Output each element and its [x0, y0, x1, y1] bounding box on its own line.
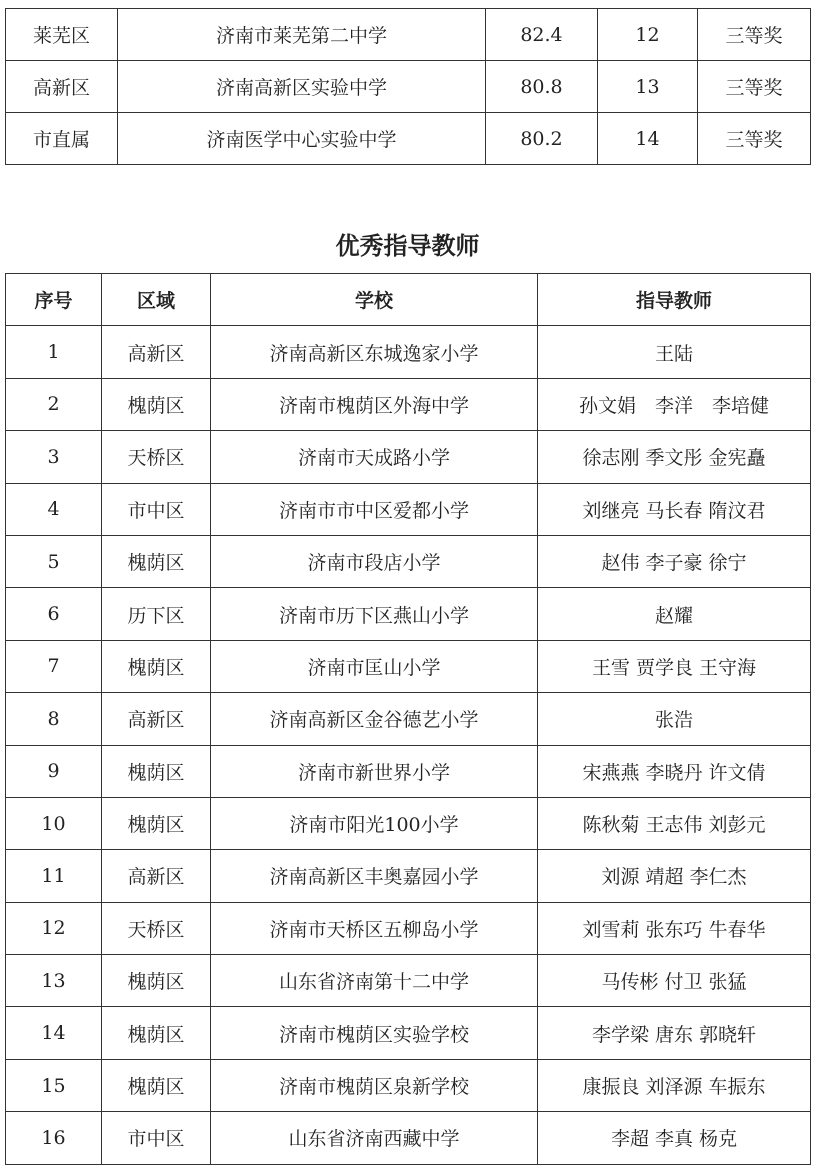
header-district: 区域	[102, 274, 211, 326]
cell-index: 11	[6, 850, 102, 902]
header-teachers: 指导教师	[538, 274, 811, 326]
cell-district: 市中区	[102, 1112, 211, 1164]
cell-teachers: 孙文娟 李洋 李培健	[538, 378, 811, 430]
cell-district: 高新区	[102, 850, 211, 902]
cell-index: 6	[6, 588, 102, 640]
cell-school: 济南市段店小学	[211, 535, 538, 587]
cell-school: 济南市槐荫区外海中学	[211, 378, 538, 430]
table-row	[6, 113, 811, 165]
table-row	[6, 588, 811, 640]
cell-rank: 14	[598, 113, 698, 165]
table-row	[6, 1112, 811, 1164]
section-title: 优秀指导教师	[335, 232, 480, 260]
cell-teachers: 刘继亮 马长春 隋汶君	[538, 483, 811, 535]
cell-rank: 12	[598, 9, 698, 61]
cell-district: 高新区	[6, 61, 118, 113]
cell-score: 80.8	[486, 61, 598, 113]
cell-district: 槐荫区	[102, 745, 211, 797]
table-row	[6, 640, 811, 692]
cell-district: 高新区	[102, 326, 211, 378]
table-row	[6, 693, 811, 745]
table-row	[6, 535, 811, 587]
cell-school: 济南医学中心实验中学	[118, 113, 486, 165]
cell-school: 济南高新区实验中学	[118, 61, 486, 113]
cell-district: 市直属	[6, 113, 118, 165]
table-row	[6, 9, 811, 61]
cell-index: 15	[6, 1059, 102, 1111]
cell-district: 槐荫区	[102, 535, 211, 587]
cell-district: 槐荫区	[102, 378, 211, 430]
table-row	[6, 1007, 811, 1059]
cell-teachers: 赵伟 李子豪 徐宁	[538, 535, 811, 587]
awards-table	[5, 8, 811, 165]
cell-school: 济南市天成路小学	[211, 431, 538, 483]
cell-index: 8	[6, 693, 102, 745]
cell-school: 济南市槐荫区泉新学校	[211, 1059, 538, 1111]
table-row	[6, 745, 811, 797]
table-header-row	[6, 274, 811, 326]
cell-teachers: 徐志刚 季文彤 金宪矗	[538, 431, 811, 483]
table-row	[6, 61, 811, 113]
cell-index: 9	[6, 745, 102, 797]
cell-school: 山东省济南西藏中学	[211, 1112, 538, 1164]
cell-teachers: 李超 李真 杨克	[538, 1112, 811, 1164]
cell-teachers: 康振良 刘泽源 车振东	[538, 1059, 811, 1111]
cell-district: 槐荫区	[102, 955, 211, 1007]
cell-rank: 13	[598, 61, 698, 113]
cell-school: 济南市天桥区五柳岛小学	[211, 902, 538, 954]
cell-district: 高新区	[102, 693, 211, 745]
cell-school: 济南市匡山小学	[211, 640, 538, 692]
table-row	[6, 431, 811, 483]
cell-teachers: 张浩	[538, 693, 811, 745]
cell-district: 莱芜区	[6, 9, 118, 61]
header-index: 序号	[6, 274, 102, 326]
cell-teachers: 李学梁 唐东 郭晓轩	[538, 1007, 811, 1059]
cell-teachers: 刘源 靖超 李仁杰	[538, 850, 811, 902]
table-row	[6, 955, 811, 1007]
cell-index: 4	[6, 483, 102, 535]
cell-award: 三等奖	[698, 61, 811, 113]
cell-school: 济南市市中区爱都小学	[211, 483, 538, 535]
header-school: 学校	[211, 274, 538, 326]
table-row	[6, 1059, 811, 1111]
table-row	[6, 483, 811, 535]
cell-school: 济南市阳光100小学	[211, 797, 538, 849]
cell-index: 5	[6, 535, 102, 587]
cell-district: 槐荫区	[102, 1059, 211, 1111]
cell-school: 山东省济南第十二中学	[211, 955, 538, 1007]
cell-school: 济南市新世界小学	[211, 745, 538, 797]
table-row	[6, 850, 811, 902]
cell-index: 14	[6, 1007, 102, 1059]
table-row	[6, 902, 811, 954]
cell-score: 82.4	[486, 9, 598, 61]
cell-index: 3	[6, 431, 102, 483]
table-row	[6, 797, 811, 849]
cell-district: 天桥区	[102, 902, 211, 954]
cell-index: 1	[6, 326, 102, 378]
cell-district: 市中区	[102, 483, 211, 535]
cell-index: 16	[6, 1112, 102, 1164]
cell-index: 13	[6, 955, 102, 1007]
cell-index: 12	[6, 902, 102, 954]
cell-school: 济南市历下区燕山小学	[211, 588, 538, 640]
cell-teachers: 刘雪莉 张东巧 牛春华	[538, 902, 811, 954]
cell-district: 槐荫区	[102, 640, 211, 692]
table-row	[6, 326, 811, 378]
table-row	[6, 378, 811, 430]
cell-award: 三等奖	[698, 9, 811, 61]
cell-district: 天桥区	[102, 431, 211, 483]
cell-school: 济南高新区东城逸家小学	[211, 326, 538, 378]
cell-teachers: 宋燕燕 李晓丹 许文倩	[538, 745, 811, 797]
cell-school: 济南高新区金谷德艺小学	[211, 693, 538, 745]
cell-index: 7	[6, 640, 102, 692]
cell-school: 济南市莱芜第二中学	[118, 9, 486, 61]
cell-district: 槐荫区	[102, 797, 211, 849]
teachers-table	[5, 273, 811, 1165]
cell-index: 10	[6, 797, 102, 849]
cell-district: 历下区	[102, 588, 211, 640]
cell-teachers: 王雪 贾学良 王守海	[538, 640, 811, 692]
cell-teachers: 王陆	[538, 326, 811, 378]
cell-index: 2	[6, 378, 102, 430]
cell-score: 80.2	[486, 113, 598, 165]
cell-school: 济南高新区丰奥嘉园小学	[211, 850, 538, 902]
cell-district: 槐荫区	[102, 1007, 211, 1059]
cell-teachers: 赵耀	[538, 588, 811, 640]
cell-award: 三等奖	[698, 113, 811, 165]
cell-teachers: 陈秋菊 王志伟 刘彭元	[538, 797, 811, 849]
cell-school: 济南市槐荫区实验学校	[211, 1007, 538, 1059]
cell-teachers: 马传彬 付卫 张猛	[538, 955, 811, 1007]
